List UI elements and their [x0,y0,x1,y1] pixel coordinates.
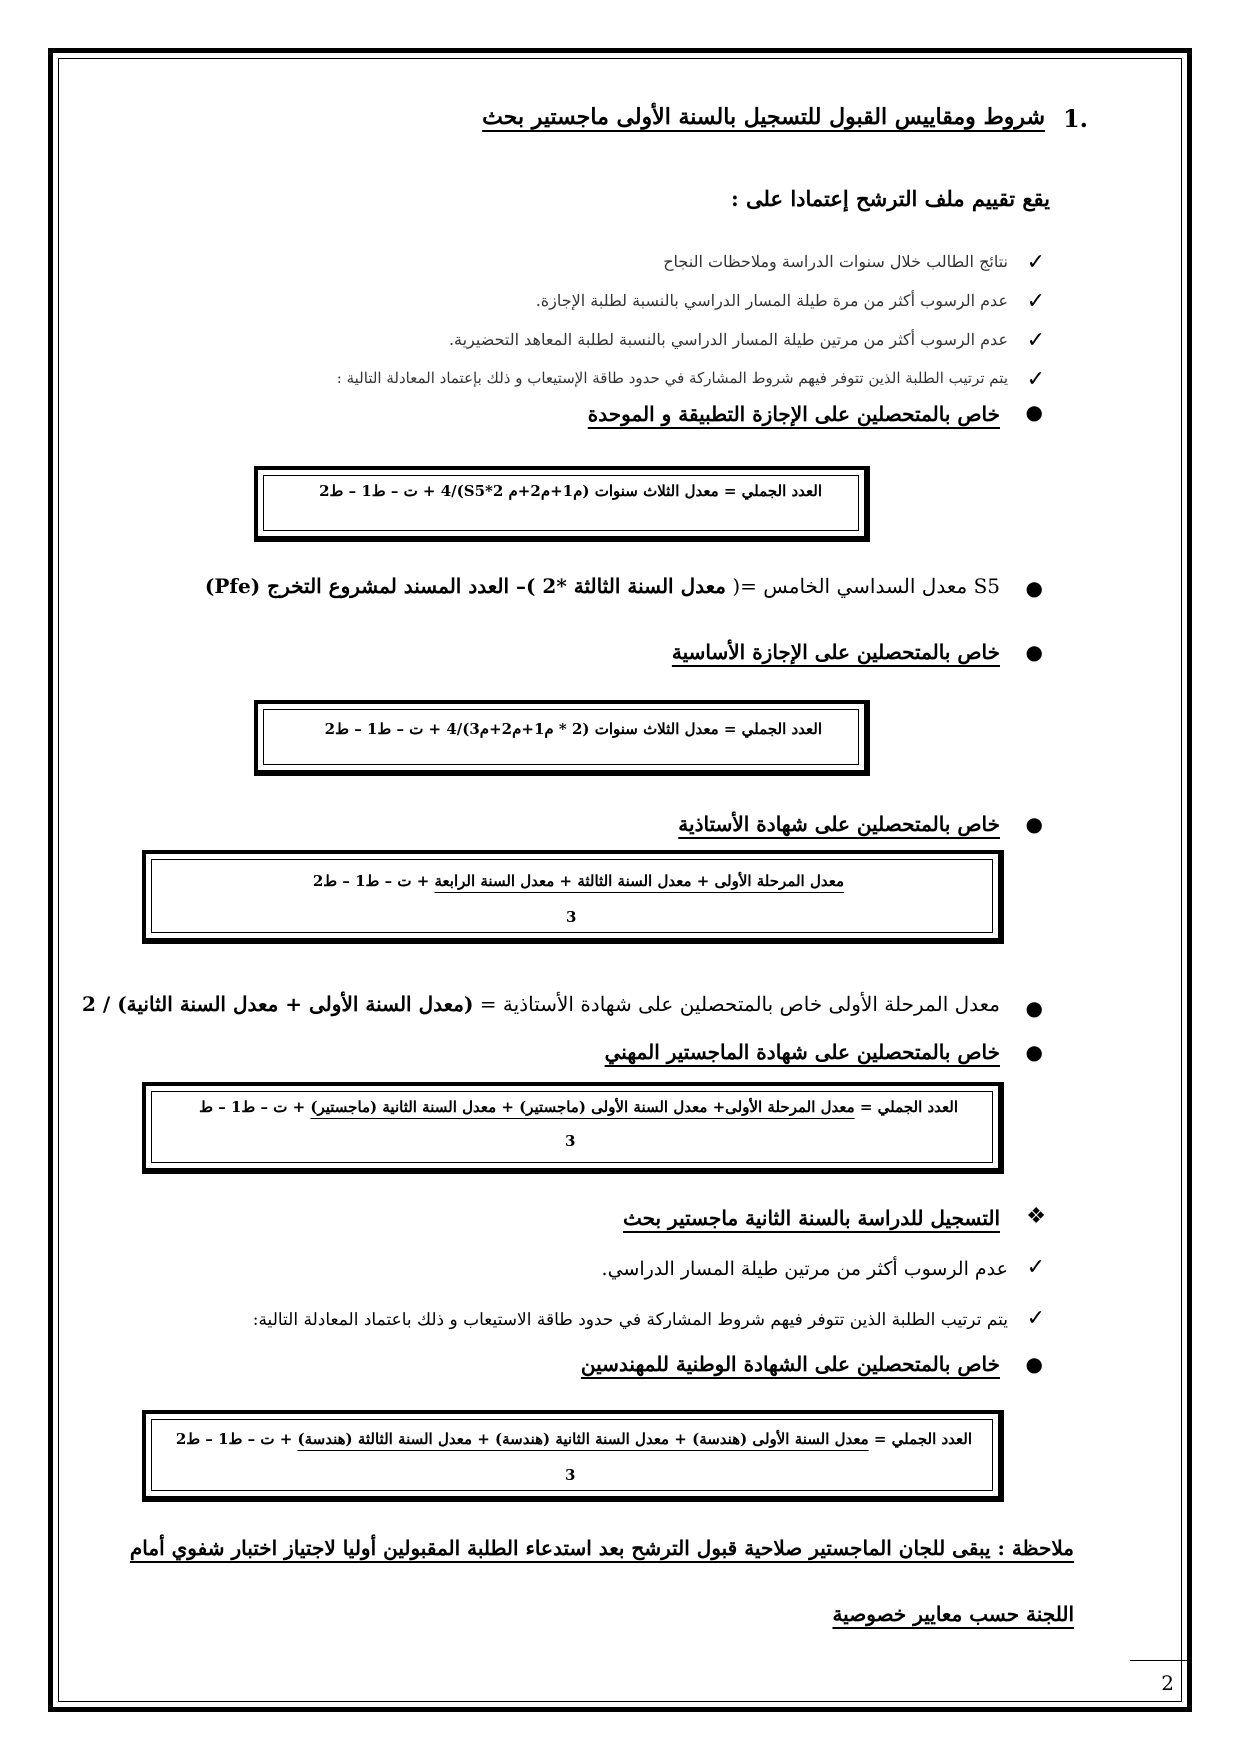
bullet-icon: ● [1025,1040,1043,1064]
prof-master-tail: + ت – ط1 – ط [199,1098,306,1116]
bullet-icon: ● [1025,812,1043,836]
applied-formula-box [254,466,870,542]
note-line-2: اللجنة حسب معايير خصوصية [832,1602,1074,1626]
fundamental-formula-box [254,700,870,776]
s5-note: S5 معدل السداسي الخامس =( معدل السنة الثالثة *2 )– العدد المسند لمشروع التخرج (Pfe) [204,574,1000,598]
applied-heading: خاص بالمتحصلين على الإجازة التطبيقة و الموحدة [587,402,1000,426]
engineers-denominator: 3 [565,1466,576,1484]
section2-title: التسجيل للدراسة بالسنة الثانية ماجستير بحث [622,1206,1000,1230]
check-item-3: عدم الرسوب أكثر من مرتين طيلة المسار الدراسي بالنسبة لطلبة المعاهد التحضيرية. [448,330,1008,349]
section1-intro: يقع تقييم ملف الترشح إعتمادا على : [730,186,1050,211]
bullet-icon: ● [1025,640,1043,664]
professorship-tail: + ت – ط1 – ط2 [312,872,430,890]
bullet-icon: ● [1025,400,1043,424]
applied-formula: العدد الجملي = معدل الثلاث سنوات (م1+م2+م S5*2)/4 + ت – ط1 – ط2 [319,482,822,500]
check-icon: ✓ [1026,289,1045,314]
prof-master-formula-box [142,1082,1004,1174]
page-number-rule [1130,1660,1188,1661]
check-item-1: نتائج الطالب خلال سنوات الدراسة وملاحظات النجاح [663,252,1008,271]
prof-master-numerator: معدل المرحلة الأولى+ معدل السنة الأولى (ماجستير) + معدل السنة الثانية (ماجستير) [310,1098,855,1116]
engineers-tail: + ت – ط1 – ط2 [175,1430,293,1448]
diamond-bullet-icon: ❖ [1026,1204,1046,1229]
note-line-1: ملاحظة : يبقى للجان الماجستير صلاحية قبول الترشح بعد استدعاء الطلبة المقبولين أوليا لاجتياز اختبار شفوي أمام [129,1536,1074,1560]
check-item-4: يتم ترتيب الطلبة الذين تتوفر فيهم شروط المشاركة في حدود طاقة الإستيعاب و ذلك بإعتماد المعادلة التالية : [336,369,1008,387]
professorship-numerator: معدل المرحلة الأولى + معدل السنة الثالثة + معدل السنة الرابعة [434,872,844,890]
section1-title: شروط ومقاييس القبول للتسجيل بالسنة الأولى ماجستير بحث [482,104,1045,130]
bullet-icon: ● [1025,996,1043,1020]
section1-number: 1. [1062,104,1088,133]
prof-master-denominator: 3 [565,1132,576,1150]
professorship-denominator: 3 [566,908,577,926]
professorship-heading: خاص بالمتحصلين على شهادة الأستاذية [678,812,1000,836]
check-icon: ✓ [1026,367,1045,392]
engineers-heading: خاص بالمتحصلين على الشهادة الوطنية للمهندسين [580,1352,1000,1376]
engineers-numerator: معدل السنة الأولى (هندسة) + معدل السنة الثانية (هندسة) + معدل السنة الثالثة (هندسة) [297,1430,869,1448]
check-icon: ✓ [1026,1306,1045,1331]
engineers-formula-box [142,1410,1004,1502]
fundamental-heading: خاص بالمتحصلين على الإجازة الأساسية [671,640,1000,664]
professorship-formula [313,872,844,890]
prof-master-formula: العدد الجملي = معدل المرحلة الأولى+ معدل السنة الأولى (ماجستير) + معدل السنة الثانية (ماجستير) + ت – ط1 – ط [199,1098,958,1116]
bullet-icon: ● [1025,1352,1043,1376]
section2-check-1: عدم الرسوب أكثر من مرتين طيلة المسار الدراسي. [601,1258,1008,1280]
engineers-formula: العدد الجملي = معدل السنة الأولى (هندسة) + معدل السنة الثانية (هندسة) + معدل السنة الثالثة (هندسة) + ت – ط1 – ط2 [175,1430,972,1448]
page-number: 2 [1161,1671,1174,1695]
check-icon: ✓ [1026,328,1045,353]
prof-master-heading: خاص بالمتحصلين على شهادة الماجستير المهني [604,1040,1000,1064]
check-icon: ✓ [1026,1255,1045,1280]
professorship-formula-box [142,850,1004,944]
check-item-2: عدم الرسوب أكثر من مرة طيلة المسار الدراسي بالنسبة لطلبة الإجازة. [535,291,1008,310]
section2-check-2: يتم ترتيب الطلبة الذين تتوفر فيهم شروط المشاركة في حدود طاقة الاستيعاب و ذلك باعتماد المعادلة التالية: [252,1310,1008,1330]
check-icon: ✓ [1026,250,1045,275]
bullet-icon: ● [1025,576,1043,600]
fundamental-formula: العدد الجملي = معدل الثلاث سنوات (2 * م1+م2+م3)/4 + ت – ط1 – ط2 [324,720,822,738]
first-cycle-note: معدل المرحلة الأولى خاص بالمتحصلين على شهادة الأستاذية = (معدل السنة الأولى + معدل السنة الثانية) / 2 [82,992,1000,1016]
